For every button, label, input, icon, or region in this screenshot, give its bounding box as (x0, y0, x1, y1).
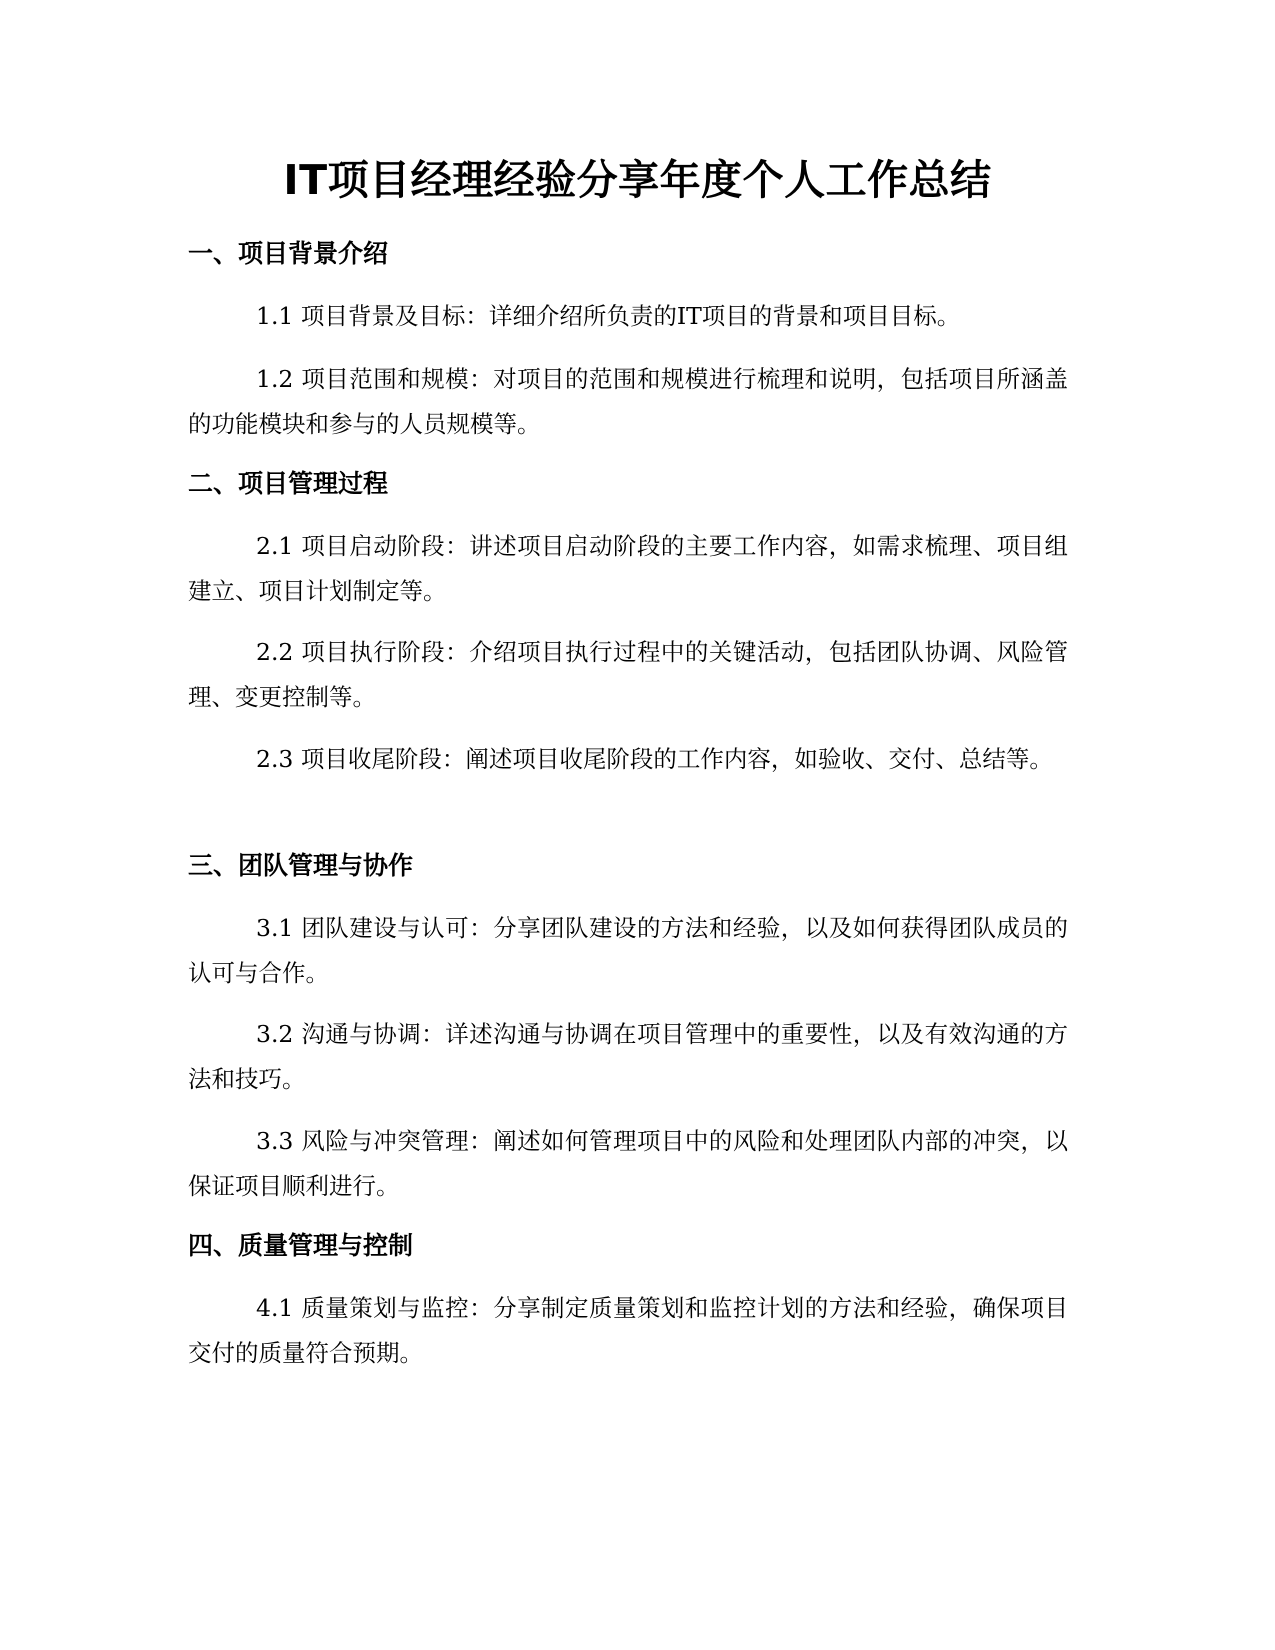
paragraph-3-3: 3.3 风险与冲突管理：阐述如何管理项目中的风险和处理团队内部的冲突，以保证项目顺利进行。 (188, 1127, 1068, 1200)
section-heading-1: 一、项目背景介绍 (188, 239, 389, 268)
section-heading-4: 四、质量管理与控制 (188, 1231, 414, 1260)
paragraph-1-1: 1.1 项目背景及目标：详细介绍所负责的IT项目的背景和项目目标。 (256, 302, 961, 330)
paragraph-4-1: 4.1 质量策划与监控：分享制定质量策划和监控计划的方法和经验，确保项目交付的质量符合预期。 (188, 1294, 1068, 1367)
paragraph-2-2: 2.2 项目执行阶段：介绍项目执行过程中的关键活动，包括团队协调、风险管理、变更控制等。 (188, 638, 1068, 711)
paragraph-3-2: 3.2 沟通与协调：详述沟通与协调在项目管理中的重要性，以及有效沟通的方法和技巧。 (188, 1020, 1068, 1093)
paragraph-2-1: 2.1 项目启动阶段：讲述项目启动阶段的主要工作内容，如需求梳理、项目组建立、项目计划制定等。 (188, 532, 1068, 605)
paragraph-3-1: 3.1 团队建设与认可：分享团队建设的方法和经验，以及如何获得团队成员的认可与合作。 (188, 914, 1068, 987)
section-heading-3: 三、团队管理与协作 (188, 851, 414, 880)
paragraph-2-3: 2.3 项目收尾阶段：阐述项目收尾阶段的工作内容，如验收、交付、总结等。 (256, 745, 1053, 773)
paragraph-1-2: 1.2 项目范围和规模：对项目的范围和规模进行梳理和说明，包括项目所涵盖的功能模块和参与的人员规模等。 (188, 365, 1068, 438)
document-title: IT项目经理经验分享年度个人工作总结 (283, 156, 992, 204)
section-heading-2: 二、项目管理过程 (188, 469, 389, 498)
